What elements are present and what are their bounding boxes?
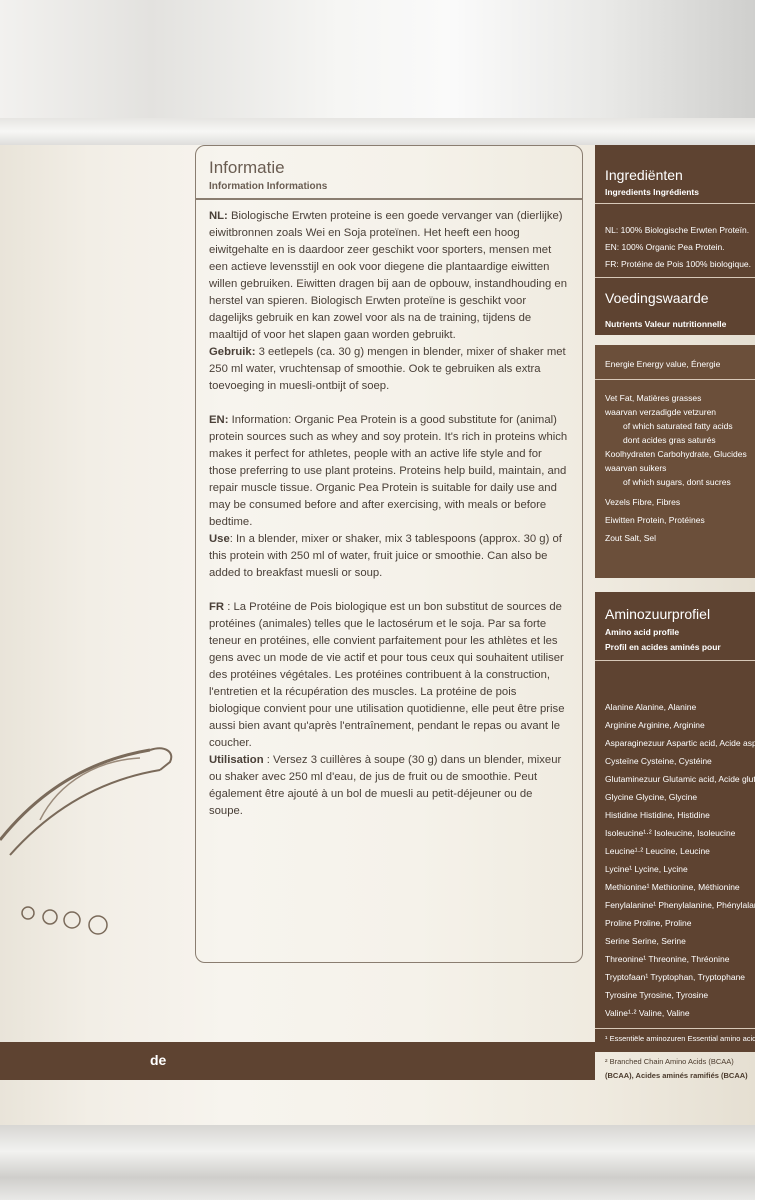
nutrition-row: of which sugars, dont sucres: [623, 477, 731, 487]
paragraph-text: Biologische Erwten proteine is een goede vervanger van (dierlijke) eiwitbronnen zoals Wei en Soja proteïnen. Het heeft een hoog eiwitgehalte en is daardoor zeer geschikt voor sporters, mensen met een actieve levensstijl en ook voor diegene die plantaardige eiwitten willen gebruiken. Eiwitten dragen bij aan de opbouw, instandhouding en herstel van spieren. Biologisch Erwten proteïne is geschikt voor dagelijks gebruik en kan zowel voor als na de training, tijdens de maaltijd of voor het slapen gaan worden gebruikt.: [209, 210, 567, 341]
nutrition-row: waarvan verzadigde vetzuren: [605, 407, 717, 417]
nutrition-row: Vezels Fibre, Fibres: [605, 497, 681, 507]
amino-subtitle: Profil en acides aminés pour: [605, 642, 721, 652]
info-text: [209, 208, 569, 837]
nutrition-table: [595, 345, 755, 578]
use-label: Gebruik:: [209, 346, 256, 358]
ingredients-block: [595, 145, 755, 335]
use-text: : In a blender, mixer or shaker, mix 3 tablespoons (approx. 30 g) of this protein with 250 ml of water, fruit juice or smoothie. Can also be added to breakfast muesli or soup.: [209, 533, 562, 579]
bottom-band: [0, 1042, 595, 1080]
nutrition-row: waarvan suikers: [605, 463, 667, 473]
amino-row: Glutaminezuur Glutamic acid, Acide glutamique: [605, 774, 784, 784]
amino-row: Fenylalanine¹ Phenylalanine, Phénylalanine: [605, 900, 770, 910]
nutrition-row: of which saturated fatty acids: [623, 421, 733, 431]
amino-divider: [595, 1028, 755, 1029]
pea-circles: [20, 895, 130, 955]
paragraph-text: : La Protéine de Pois biologique est un bon substitut de sources de protéines (animales) telles que le lactosérum et le soja. Par sa forte teneur en protéines, elle convient parfaitement pour les athlètes et les gens avec un mode de vie actif et pour tous ceux qui souhaitent utiliser des protéines végétales. Les protéines contribuent à la construction, l'entretien et la récupération des muscles. La protéine de pois biologique convient pour une utilisation quotidienne, elle peut être prise aussi bien avant qu'après l'entraînement, pendant le repas ou avant le coucher.: [209, 601, 565, 749]
ingredient-line: FR: Protéine de Pois 100% biologique.: [605, 259, 752, 269]
lid-rim: [0, 118, 755, 148]
amino-row: Lycine¹ Lycine, Lycine: [605, 864, 688, 874]
info-subtitle: Information Informations: [209, 181, 328, 192]
info-paragraph-fr: [209, 599, 569, 820]
use-label: Utilisation: [209, 754, 264, 766]
amino-row: Asparaginezuur Aspartic acid, Acide aspartique: [605, 738, 783, 748]
amino-footnote: ¹ Essentiële aminozuren Essential amino acids: [605, 1034, 761, 1043]
nutrition-subtitle: Nutrients Valeur nutritionnelle: [605, 319, 727, 329]
ingredients-title: Ingrediënten: [605, 167, 683, 183]
amino-acid-table: [595, 592, 784, 1052]
nutrition-row: dont acides gras saturés: [623, 435, 716, 445]
use-text: 3 eetlepels (ca. 30 g) mengen in blender, mixer of shaker met 250 ml water, vruchtensap of smoothie. Ook te gebruiken als extra toevoeging in muesli-ontbijt of soep.: [209, 346, 566, 392]
ingredient-line: NL: 100% Biologische Erwten Proteïn.: [605, 225, 750, 235]
lang-label: EN:: [209, 414, 229, 426]
amino-footnote: (BCAA), Acides aminés ramifiés (BCAA): [605, 1071, 748, 1080]
use-label: Use: [209, 533, 230, 545]
ingredients-subtitle: Ingredients Ingrédients: [605, 187, 699, 197]
nutrition-row: Koolhydraten Carbohydrate, Glucides: [605, 449, 747, 459]
amino-footnote: ² Branched Chain Amino Acids (BCAA): [605, 1057, 734, 1066]
amino-subtitle: Amino acid profile: [605, 627, 680, 637]
amino-row: Methionine¹ Methionine, Méthionine: [605, 882, 740, 892]
use-text: : Versez 3 cuillères à soupe (30 g) dans un blender, mixeur ou shaker avec 250 ml d'eau, de jus de fruit ou de smoothie. Peut également être ajouté à un bol de muesli au petit-déjeuner ou de soupe.: [209, 754, 562, 817]
ingredient-line: EN: 100% Organic Pea Protein.: [605, 242, 725, 252]
amino-row: Alanine Alanine, Alanine: [605, 702, 697, 712]
amino-title: Aminozuurprofiel: [605, 606, 711, 622]
amino-row: Valine¹·² Valine, Valine: [605, 1008, 690, 1018]
amino-row: Isoleucine¹·² Isoleucine, Isoleucine: [605, 828, 736, 838]
paragraph-text: Information: Organic Pea Protein is a good substitute for (animal) protein sources such as whey and soy protein. It's rich in proteins which makes it perfect for athletes, people with an active life style and for those preferring to use plant proteins. Proteins help build, maintain, and repair muscle tissue. Organic Pea Protein is suitable for daily use and may be consumed before and after exercising, with meals or before bedtime.: [209, 414, 568, 528]
info-title: Informatie: [209, 158, 285, 177]
nutrition-sidebar: [595, 145, 784, 1080]
amino-row: Threonine¹ Threonine, Thréonine: [605, 954, 730, 964]
brand-fragment: de: [150, 1052, 167, 1068]
bottom-rim: [0, 1125, 755, 1200]
info-paragraph-nl: [209, 208, 569, 395]
nutrition-divider: [595, 379, 755, 380]
amino-row: Glycine Glycine, Glycine: [605, 792, 698, 802]
nutrition-title: Voedingswaarde: [605, 290, 709, 306]
nutrition-row: Energie Energy value, Énergie: [605, 359, 721, 369]
amino-divider: [595, 660, 755, 661]
info-paragraph-en: [209, 412, 569, 582]
amino-row: Tyrosine Tyrosine, Tyrosine: [605, 990, 709, 1000]
amino-row: Tryptofaan¹ Tryptophan, Tryptophane: [605, 972, 746, 982]
nutrition-row: Eiwitten Protein, Protéines: [605, 515, 705, 525]
amino-row: Arginine Arginine, Arginine: [605, 720, 705, 730]
lang-label: NL:: [209, 210, 228, 222]
info-divider: [196, 198, 582, 200]
lang-label: FR: [209, 601, 225, 613]
information-panel: [195, 145, 583, 963]
amino-row: Leucine¹·² Leucine, Leucine: [605, 846, 710, 856]
amino-row: Proline Proline, Proline: [605, 918, 692, 928]
nutrition-row: Zout Salt, Sel: [605, 533, 657, 543]
amino-row: Histidine Histidine, Histidine: [605, 810, 710, 820]
amino-row: Cysteïne Cysteine, Cystéine: [605, 756, 712, 766]
ingredients-divider: [595, 277, 755, 278]
amino-row: Serine Serine, Serine: [605, 936, 686, 946]
ingredients-divider: [595, 203, 755, 204]
nutrition-row: Vet Fat, Matières grasses: [605, 393, 702, 403]
